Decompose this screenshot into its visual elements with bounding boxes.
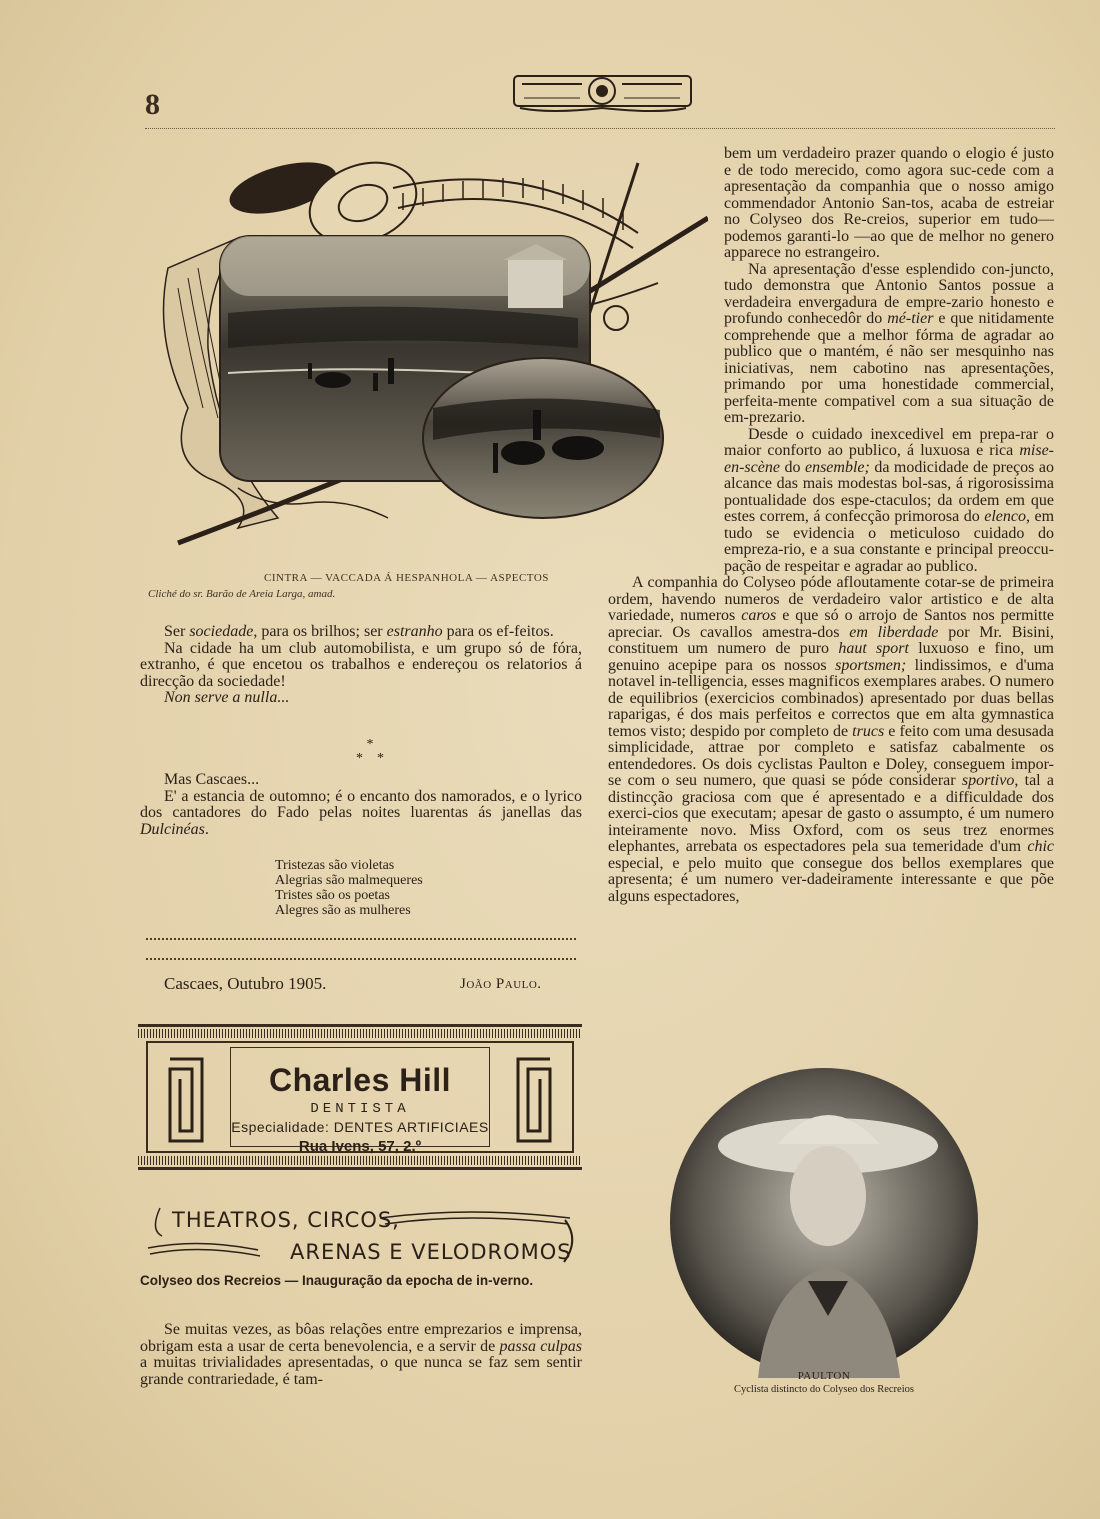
greek-key-ornament: [166, 1055, 206, 1145]
signature-place-date: Cascaes, Outubro 1905.: [164, 974, 327, 993]
italic-run: Dulcinéas: [140, 820, 205, 838]
advert-plate: [230, 1047, 490, 1155]
article-subhead: Colyseo dos Recreios — Inauguração da epocha de in-verno.: [140, 1273, 534, 1288]
italic-run: elenco: [984, 508, 1026, 525]
italic-run: haut sport: [838, 640, 909, 657]
italic-run: sportsmen;: [835, 656, 907, 674]
italic-run: Non serve a nulla...: [164, 689, 290, 706]
poem-line: Tristes são os poetas: [275, 888, 390, 903]
poem-line: Alegrias são malmequeres: [275, 873, 423, 888]
advert-name: Charles Hill: [268, 1062, 452, 1098]
advert-border-top: [138, 1029, 582, 1038]
italic-run: em liberdade: [849, 623, 939, 641]
advert-border-bottom: [138, 1156, 582, 1165]
italic-run: chic: [1027, 838, 1054, 855]
portrait-caption: Cyclista distincto do Colyseo dos Recreios: [734, 1384, 914, 1395]
italic-run: estranho: [386, 623, 443, 640]
italic-run: ensemble;: [804, 458, 870, 476]
paragraph: Se muitas vezes, as bôas relações entre emprezarios e imprensa, obrigam esta a usar de certa benevolencia, e a servir de passa culpas a muitas trivialidades apresentadas, o que nunca se faz sem sentir grande contrariedade, é tam-: [140, 1321, 583, 1388]
right-column-text: [608, 146, 1054, 905]
left-column-text: [140, 624, 582, 707]
advert-frame: [146, 1041, 574, 1153]
paragraph: Ser sociedade, para os brilhos; ser estranho para os ef-feitos.: [164, 623, 554, 640]
photo-caption: CINTRA — VACCADA Á HESPANHOLA — ASPECTOS: [264, 572, 549, 584]
advert-role: DENTISTA: [310, 1101, 410, 1117]
paragraph: A companhia do Colyseo póde afloutamente cotar-se de primeira ordem, havendo numeros de verdadeiro valor artistico e de alta variedade, numeros caros e que só o arrojo de Santos nos permitte apreciar. Os cavallos amestra-dos em liberdade por Mr. Bisini, constituem um numero de puro haut sport luxuoso e fino, um genuino acepipe para os nossos sportsmen; lindissimos, e d'uma notavel in-telligencia, esses magnificos exemplares arabes. O numero de equilibrios (exercicios combinados) apresentado por duas bellas raparigas, é dos mais perfeitos e correctos que em alta gymnastica temos visto; despido por completo de trucs e feito com uma desusada simplicidade, attrae por completo e satisfaz cabalmente os entendedores. Os dois cyclistas Paulton e Doley, conseguem impor-se com o seu numero, que quasi se póde considerar sportivo, tal a distincção graciosa com que é apresentado e a difficuldade dos exerci-cios que executam; apesar de gasto o assumpto, é um numero inteiramente novo. Miss Oxford, com os seus trez enormes elephantes, arrebata os espectadores pela sua temeridade d'um chic especial, e pelo muito que consegue dos bellos exemplares que apresenta; é um numero ver-dadeiramente interessante e que põe alguns espectadores,: [608, 574, 1055, 905]
dotted-separator: [146, 938, 576, 940]
paragraph: E' a estancia de outomno; é o encanto dos namorados, e o lyrico dos cantadores do Fado pelas noites luarentas ás janellas das Dulcinéas.: [140, 787, 582, 838]
left-column-text-2: [140, 772, 582, 838]
italic-run: passa culpas: [499, 1337, 583, 1355]
paragraph: Na cidade ha um club automobilista, e um grupo só de fóra, extranho, é que encetou os trabalhos e endereçou os relatorios á direcção da sociedade!: [140, 639, 582, 690]
section-heading: [140, 1200, 582, 1268]
paragraph: Desde o cuidado inexcedivel em prepa-rar o maior conforto ao publico, á luxuosa e rica mise-en-scène do ensemble; da modicidade de preços ao alcance das mais modestas bol-sas, á rigorosissima pontualidade dos espe-ctaculos; da ordem em que estes correm, á confecção primorosa do elenco, em tudo se evidencia o meticuloso cuidado do empreza-rio, e a sua constante e principal preoccu-pação de respeitar e agradar ao publico.: [724, 425, 1055, 575]
advert-address: Rua Ivens, 57, 2.º: [298, 1138, 422, 1155]
greek-key-ornament: [514, 1055, 554, 1145]
dentist-advert: [138, 1024, 582, 1170]
paragraph: Mas Cascaes...: [164, 771, 260, 788]
masthead-logo: [510, 70, 695, 114]
asterism: * * *: [356, 737, 384, 766]
italic-run: sociedade: [189, 623, 254, 640]
italic-run: caros: [741, 607, 777, 624]
dotted-separator: [146, 958, 576, 960]
poem-line: Alegres são as mulheres: [275, 903, 411, 918]
italic-run: sportivo: [961, 772, 1015, 789]
portrait-name: PAULTON: [797, 1370, 851, 1382]
section-title-line1: THEATROS, CIRCOS,: [172, 1208, 400, 1232]
poem: [275, 858, 423, 918]
page-number: 8: [145, 88, 160, 121]
italic-run: mise-en-scène: [724, 442, 1054, 476]
italic-run: mé-tier: [887, 310, 934, 327]
paragraph: bem um verdadeiro prazer quando o elogio é justo e de todo merecido, como agora suc-cede com a apresentação da companhia que o nosso amigo commendador Antonio San-tos, acaba de estreiar no Colyseo dos Re-creios, superior em tudo—podemos garanti-lo —ao que de melhor no genero apparece no estrangeiro.: [724, 145, 1054, 261]
italic-run: trucs: [852, 722, 885, 740]
paragraph: [140, 690, 582, 707]
section-title-line2: ARENAS E VELODROMOS: [290, 1240, 572, 1264]
signature-author: João Paulo.: [460, 976, 542, 992]
header-rule: [145, 128, 1055, 129]
paragraph: Na apresentação d'esse esplendido con-juncto, tudo demonstra que Antonio Santos possue a verdadeira envergadura de empre-zario honesto e profundo conhecedôr do mé-tier e que nitidamente comprehende que a melhor fórma de agradar ao publico que o mantém, é não ser mesquinho nas iniciativas, nem cabotino nas apresentações, primando por uma honestidade commercial, perfeita-mente compativel com a sua situação de em-prezario.: [724, 260, 1055, 426]
photo-credit: Cliché do sr. Barão de Areia Larga, amad.: [148, 588, 336, 600]
advert-specialty: Especialidade: DENTES ARTIFICIAES: [231, 1119, 489, 1135]
article-text-left: [140, 1322, 582, 1388]
paulton-portrait: [668, 1066, 980, 1378]
poem-line: Tristezas são violetas: [275, 858, 395, 873]
